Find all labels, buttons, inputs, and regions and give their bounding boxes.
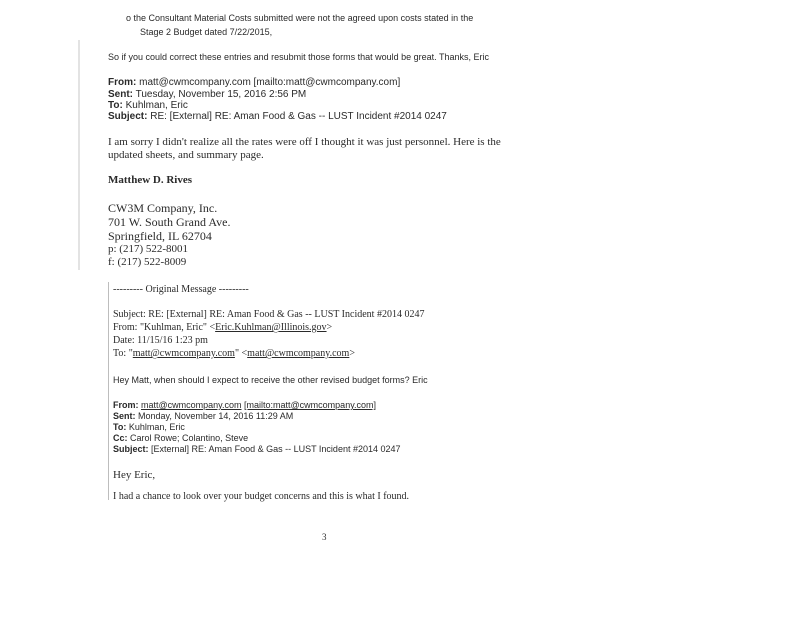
reply2-body: I had a chance to look over your budget concerns and this is what I found. <box>113 491 410 502</box>
header2-from <box>113 400 376 410</box>
to-label: To: <box>113 422 127 432</box>
cc-value: Carol Rowe; Colantino, Steve <box>130 433 249 443</box>
header2-sent <box>113 411 293 421</box>
header2-cc <box>113 433 248 443</box>
header1-to <box>108 100 188 111</box>
original-to-email-link-2[interactable]: matt@cwmcompany.com <box>247 348 350 359</box>
quote-rule <box>108 282 109 500</box>
signature-fax: f: (217) 522-8009 <box>108 256 187 268</box>
bullet-line-2: Stage 2 Budget dated 7/22/2015, <box>140 27 273 37</box>
reply1-line2: updated sheets, and summary page. <box>108 149 264 161</box>
header1-sent <box>108 89 306 100</box>
from-value: matt@cwmcompany.com [mailto:matt@cwmcompany.com] <box>139 77 401 88</box>
original-from-prefix: From: "Kuhlman, Eric" < <box>113 322 216 333</box>
original-to <box>113 348 355 359</box>
reply1-line1: I am sorry I didn't realize all the rates were off I thought it was just personnel. Here is the <box>108 136 501 148</box>
header1-subject <box>108 111 447 122</box>
original-subject: Subject: RE: [External] RE: Aman Food & Gas -- LUST Incident #2014 0247 <box>113 309 425 320</box>
original-from-suffix: > <box>326 322 333 333</box>
request-text: So if you could correct these entries and resubmit those forms that would be great. Thanks, Eric <box>108 52 490 62</box>
reply2-greeting: Hey Eric, <box>113 469 156 481</box>
subject-label: Subject: <box>113 444 149 454</box>
from-label: From: <box>113 400 139 410</box>
mailto-link[interactable]: [mailto:matt@cwmcompany.com] <box>244 400 377 410</box>
original-to-middle: " < <box>234 348 248 359</box>
signature-city: Springfield, IL 62704 <box>108 229 212 243</box>
signature-phone: p: (217) 522-8001 <box>108 243 189 255</box>
from-label: From: <box>108 77 137 88</box>
original-to-prefix: To: " <box>113 348 133 359</box>
original-from-email-link[interactable]: Eric.Kuhlman@Illinois.gov <box>215 322 327 333</box>
subject-value: RE: [External] RE: Aman Food & Gas -- LUST Incident #2014 0247 <box>150 111 447 122</box>
sent-label: Sent: <box>108 89 133 100</box>
original-to-suffix: > <box>349 348 355 359</box>
to-value: Kuhlman, Eric <box>125 100 188 111</box>
original-body: Hey Matt, when should I expect to receive the other revised budget forms? Eric <box>113 375 428 385</box>
cc-label: Cc: <box>113 433 128 443</box>
to-label: To: <box>108 100 123 111</box>
original-message-divider: --------- Original Message --------- <box>113 284 249 295</box>
header2-subject <box>113 444 401 454</box>
header2-to <box>113 422 185 432</box>
original-to-email-link-1[interactable]: matt@cwmcompany.com <box>132 348 235 359</box>
scan-edge-mark <box>78 40 80 270</box>
signature-street: 701 W. South Grand Ave. <box>108 215 231 229</box>
subject-value: [External] RE: Aman Food & Gas -- LUST Incident #2014 0247 <box>151 444 401 454</box>
original-date: Date: 11/15/16 1:23 pm <box>113 335 208 346</box>
from-email-link[interactable]: matt@cwmcompany.com <box>141 400 242 410</box>
to-value: Kuhlman, Eric <box>128 422 185 432</box>
subject-label: Subject: <box>108 111 148 122</box>
sent-value: Tuesday, November 15, 2016 2:56 PM <box>135 89 307 100</box>
bullet-line-1: o the Consultant Material Costs submitted were not the agreed upon costs stated in the <box>126 13 474 23</box>
signature-company: CW3M Company, Inc. <box>108 201 218 215</box>
original-from <box>113 322 332 333</box>
signature-name: Matthew D. Rives <box>108 174 193 186</box>
sent-value: Monday, November 14, 2016 11:29 AM <box>138 411 294 421</box>
header1-from <box>108 77 400 88</box>
sent-label: Sent: <box>113 411 136 421</box>
page-number: 3 <box>322 532 327 542</box>
